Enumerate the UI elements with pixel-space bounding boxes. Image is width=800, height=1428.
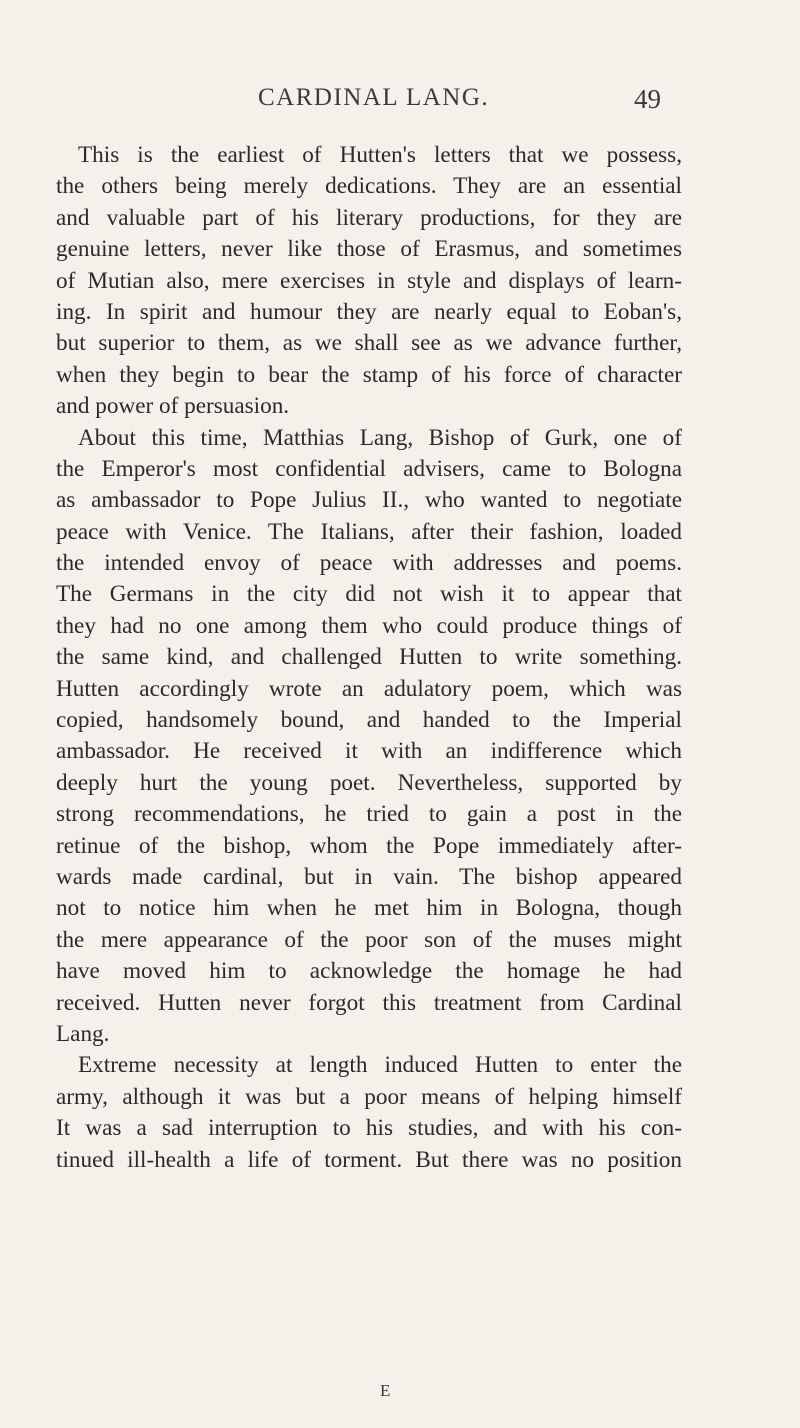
text-line: Extreme necessity at length induced Hutten to enter the — [78, 1052, 682, 1079]
text-line: and valuable part of his literary productions, for they are — [56, 204, 682, 231]
text-line: This is the earliest of Hutten's letters that we possess, — [78, 142, 682, 168]
text-line: have moved him to acknowledge the homage he had — [56, 958, 682, 985]
text-line: and power of persuasion. — [56, 393, 290, 420]
text-line: but superior to them, as we shall see as we advance further, — [56, 330, 682, 357]
text-line: of Mutian also, mere exercises in style and displays of learn- — [56, 267, 682, 294]
text-line: wards made cardinal, but in vain. The bishop appeared — [56, 863, 682, 890]
text-line: It was a sad interruption to his studies, and with his con- — [56, 1115, 682, 1142]
running-head: CARDINAL LANG. — [258, 84, 490, 111]
signature-mark: E — [380, 1381, 391, 1400]
text-line: The Germans in the city did not wish it to appear that — [56, 581, 682, 608]
text-line: copied, handsomely bound, and handed to the Imperial — [56, 707, 682, 734]
text-line: ambassador. He received it with an indifference which — [56, 738, 682, 765]
text-line: peace with Venice. The Italians, after their fashion, loaded — [56, 518, 682, 545]
text-line: when they begin to bear the stamp of his force of character — [56, 361, 682, 388]
text-line: not to notice him when he met him in Bologna, though — [56, 895, 682, 922]
text-line: army, although it was but a poor means of helping himself — [56, 1083, 682, 1110]
text-line: About this time, Matthias Lang, Bishop of Gurk, one of — [78, 424, 682, 451]
text-line: the Emperor's most confidential advisers, came to Bologna — [56, 455, 682, 482]
text-line: genuine letters, never like those of Erasmus, and sometimes — [56, 236, 682, 263]
page-header — [0, 84, 800, 124]
text-line: ing. In spirit and humour they are nearly equal to Eoban's, — [56, 298, 682, 325]
text-line: retinue of the bishop, whom the Pope immediately after- — [56, 832, 682, 859]
text-line: the others being merely dedications. They are an essential — [56, 173, 682, 200]
text-line: strong recommendations, he tried to gain a post in the — [56, 801, 682, 828]
text-line: the mere appearance of the poor son of the muses might — [56, 926, 682, 953]
text-line: Lang. — [56, 1020, 110, 1047]
body-text — [56, 140, 682, 1176]
page-number: 49 — [634, 84, 661, 114]
text-line: the same kind, and challenged Hutten to write something. — [56, 644, 682, 671]
text-line: deeply hurt the young poet. Nevertheless, supported by — [56, 769, 682, 796]
text-line: the intended envoy of peace with addresses and poems. — [56, 550, 682, 577]
text-line: Hutten accordingly wrote an adulatory poem, which was — [56, 675, 682, 702]
text-line: tinued ill-health a life of torment. But there was no position — [56, 1146, 682, 1173]
text-line: received. Hutten never forgot this treatment from Cardinal — [56, 989, 682, 1016]
text-line: as ambassador to Pope Julius II., who wanted to negotiate — [56, 487, 682, 514]
text-line: they had no one among them who could produce things of — [56, 612, 682, 639]
